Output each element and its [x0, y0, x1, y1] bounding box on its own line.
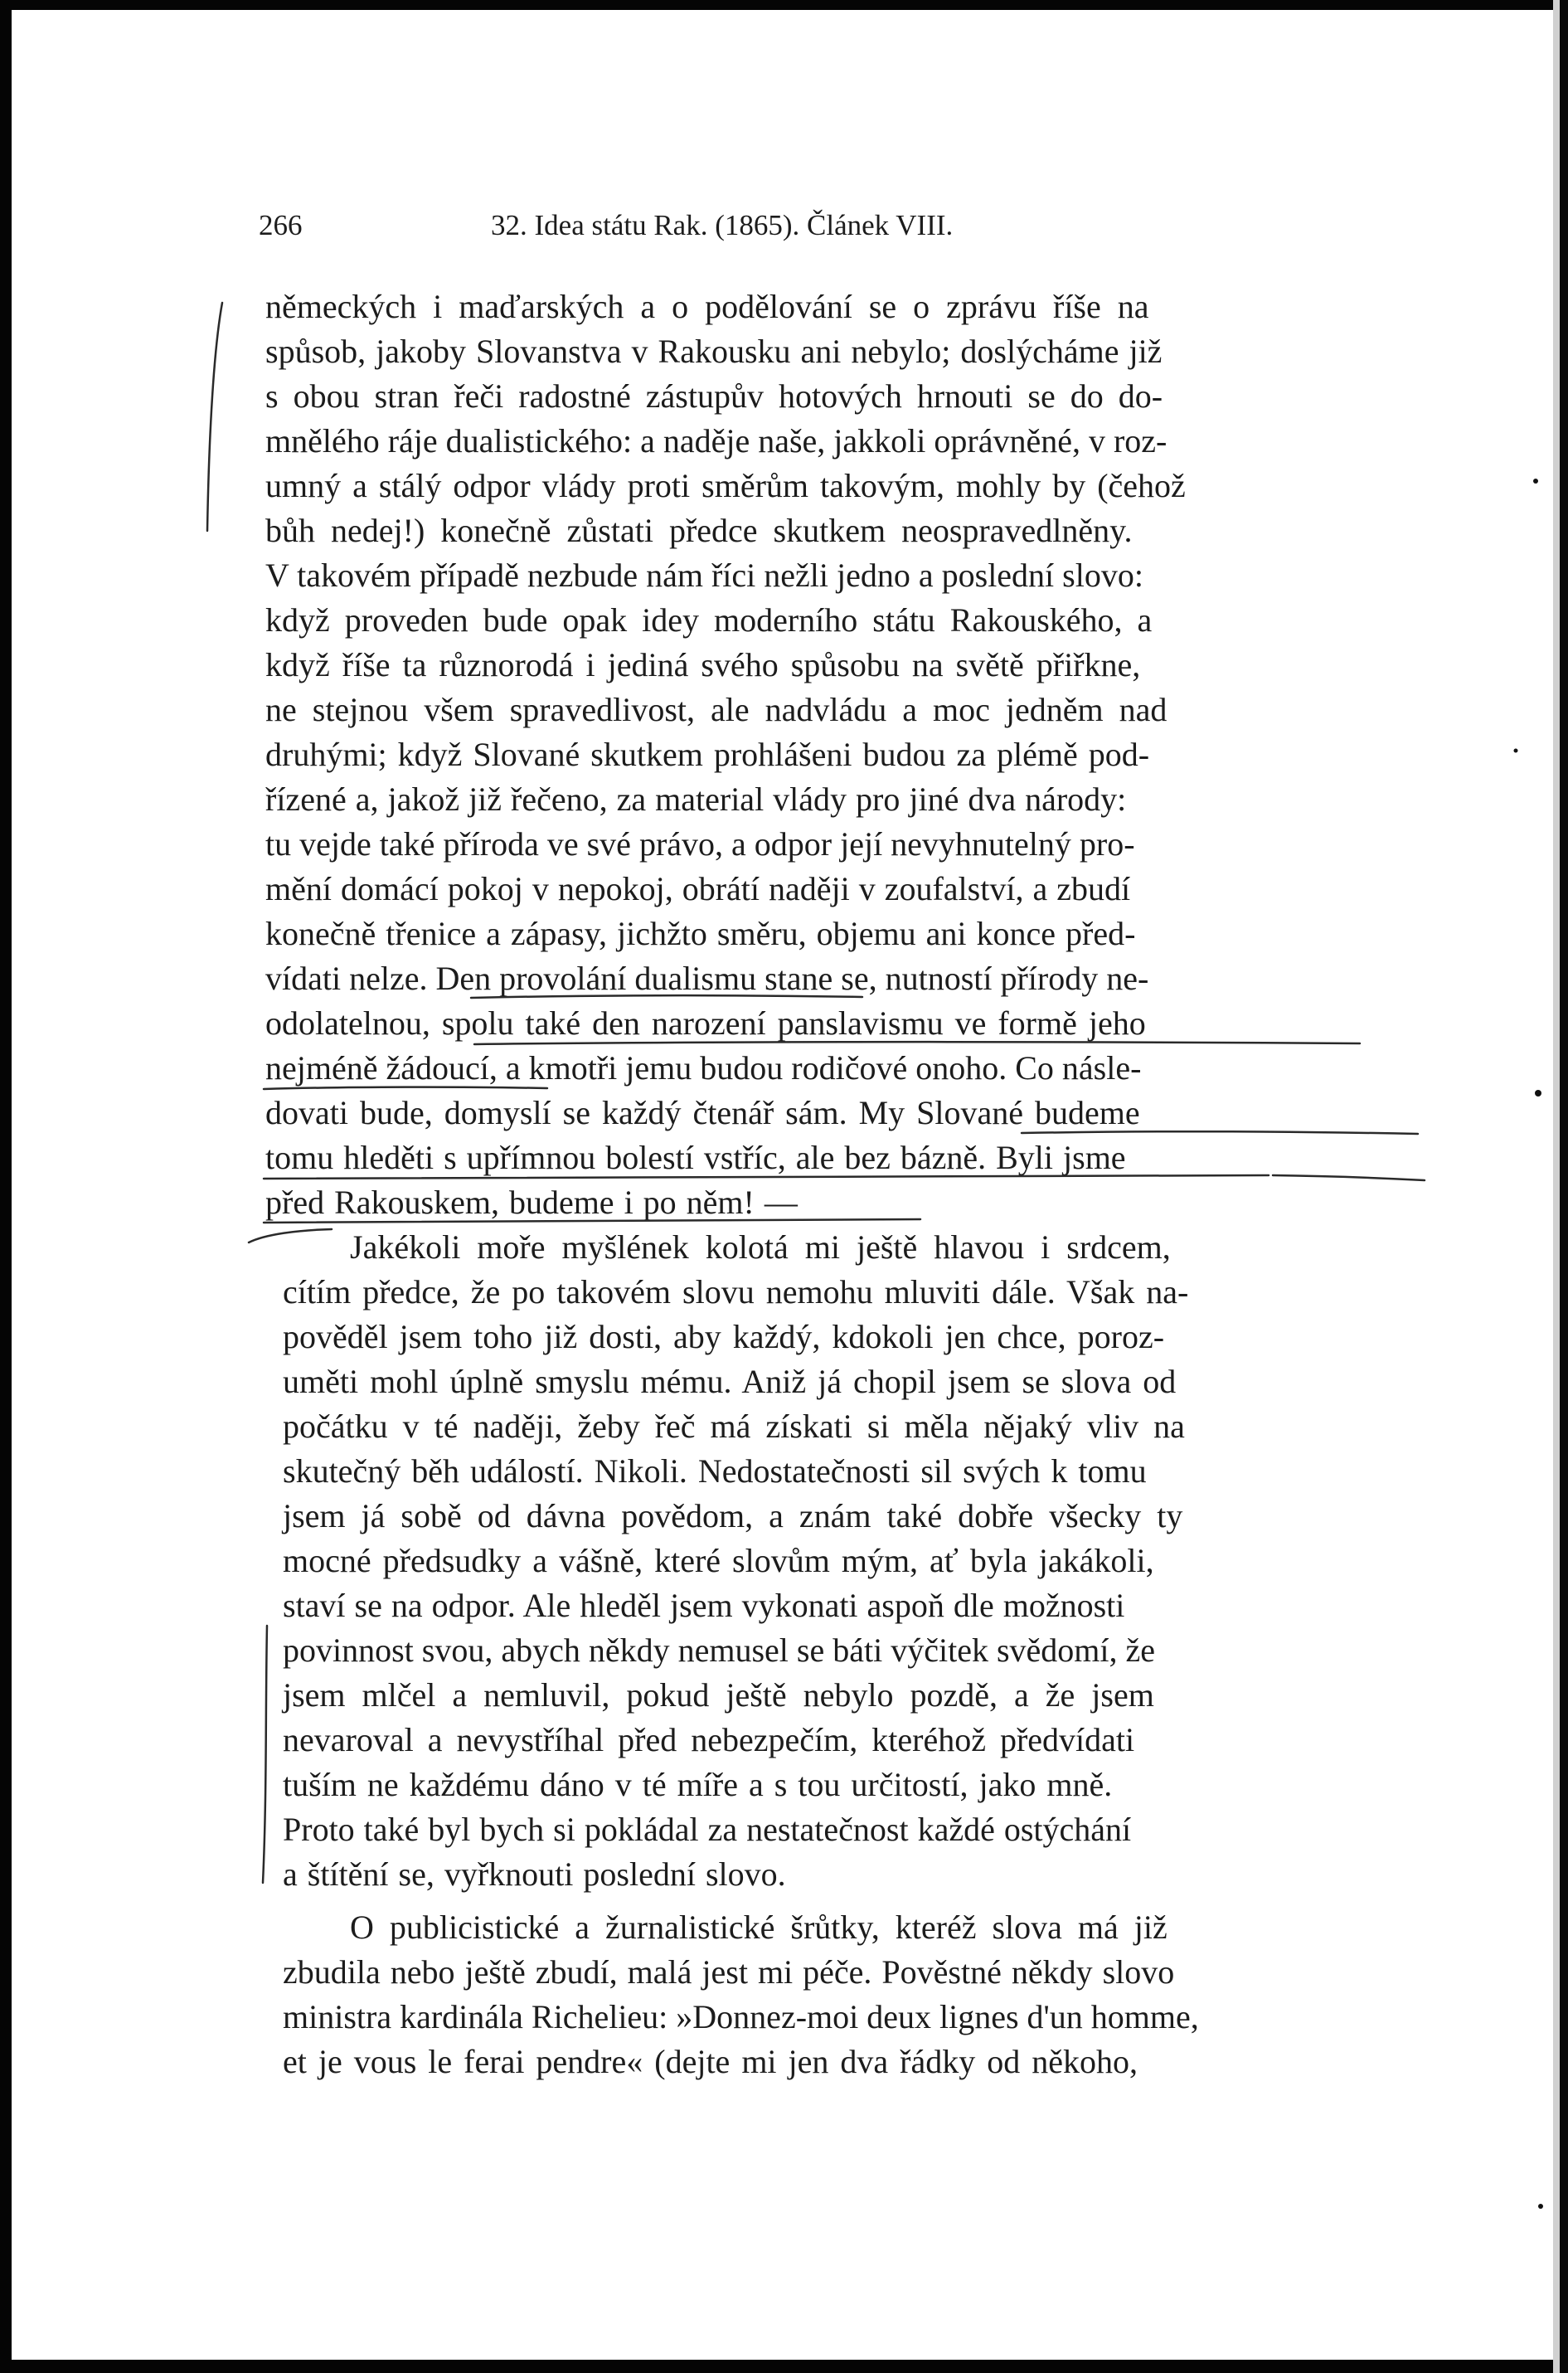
- text-line: et je vous le ferai pendre« (dejte mi jen dva řádky od někoho,: [283, 2043, 1138, 2080]
- text-line: mění domácí pokoj v nepokoj, obrátí naději v zoufalství, a zbudí: [265, 870, 1131, 907]
- text-line: tu vejde také příroda ve své právo, a odpor její nevyhnutelný pro-: [265, 825, 1135, 863]
- text-line: O publicistické a žurnalistické šrůtky, kteréž slova má již: [350, 1909, 1168, 1946]
- text-line: nevaroval a nevystříhal před nebezpečím, kteréhož předvídati: [283, 1721, 1135, 1758]
- text-line: umný a stálý odpor vlády proti směrům takovým, mohly by (čehož: [265, 467, 1186, 504]
- text-line: Jakékoli moře myšlének kolotá mi ještě hlavou i srdcem,: [350, 1228, 1171, 1266]
- text-line: cítím předce, že po takovém slovu nemohu mluviti dále. Však na-: [283, 1273, 1189, 1310]
- text-line: když říše ta různorodá i jediná svého spůsobu na světě přiřkne,: [265, 646, 1141, 683]
- text-line: pověděl jsem toho již dosti, aby každý, kdokoli jen chce, poroz-: [283, 1318, 1165, 1355]
- text-line: tomu hleděti s upřímnou bolestí vstříc, ale bez bázně. Byli jsme: [265, 1139, 1126, 1176]
- text-line: ne stejnou všem spravedlivost, ale nadvládu a moc jedněm nad: [265, 691, 1168, 728]
- text-line: řízené a, jakož již řečeno, za material vlády pro jiné dva národy:: [265, 780, 1127, 818]
- text-line: dovati bude, domyslí se každý čtenář sám. My Slované budeme: [265, 1094, 1140, 1131]
- text-line: mocné předsudky a vášně, které slovům mým, ať byla jakákoli,: [283, 1542, 1154, 1579]
- text-line: jsem já sobě od dávna povědom, a znám také dobře všecky ty: [283, 1497, 1183, 1534]
- text-line: jsem mlčel a nemluvil, pokud ještě nebylo pozdě, a že jsem: [283, 1676, 1154, 1714]
- text-line: před Rakouskem, budeme i po něm! —: [265, 1184, 798, 1221]
- text-line: V takovém případě nezbude nám říci nežli jedno a poslední slovo:: [265, 557, 1143, 594]
- text-line: s obou stran řeči radostné zástupův hotových hrnouti se do do-: [265, 377, 1163, 415]
- text-line: a štítění se, vyřknouti poslední slovo.: [283, 1855, 786, 1893]
- running-title: 32. Idea státu Rak. (1865). Článek VIII.: [491, 209, 954, 241]
- text-line: Proto také byl bych si pokládal za nestatečnost každé ostýchání: [283, 1811, 1132, 1848]
- text-line: německých i maďarských a o podělování se o zprávu říše na: [265, 288, 1149, 325]
- text-line: počátku v té naději, žeby řeč má získati si měla nějaký vliv na: [283, 1408, 1185, 1445]
- text-line: když proveden bude opak idey moderního státu Rakouského, a: [265, 601, 1153, 639]
- page-number: 266: [259, 209, 303, 241]
- text-line: staví se na odpor. Ale hleděl jsem vykonati aspoň dle možnosti: [283, 1587, 1125, 1624]
- text-line: nejméně žádoucí, a kmotři jemu budou rodičové onoho. Co násle-: [265, 1049, 1142, 1087]
- text-line: uměti mohl úplně smyslu mému. Aniž já chopil jsem se slova od: [283, 1363, 1177, 1400]
- text-line: mnělého ráje dualistického: a naděje naše, jakkoli oprávněné, v roz-: [265, 422, 1168, 460]
- text-line: bůh nedej!) konečně zůstati předce skutkem neospravedlněny.: [265, 512, 1133, 549]
- text-line: druhými; když Slované skutkem prohlášeni budou za plémě pod-: [265, 736, 1150, 773]
- text-line: tuším ne každému dáno v té míře a s tou určitostí, jako mně.: [283, 1766, 1113, 1803]
- text-line: spůsob, jakoby Slovanstva v Rakousku ani nebylo; doslýcháme již: [265, 333, 1163, 370]
- text-line: konečně třenice a zápasy, jichžto směru, objemu ani konce před-: [265, 915, 1136, 952]
- text-line: skutečný běh událostí. Nikoli. Nedostatečnosti sil svých k tomu: [283, 1452, 1147, 1490]
- text-line: ministra kardinála Richelieu: »Donnez-moi deux lignes d'un homme,: [283, 1998, 1199, 2035]
- text-line: povinnost svou, abych někdy nemusel se báti výčitek svědomí, že: [283, 1631, 1156, 1669]
- text-line: zbudila nebo ještě zbudí, malá jest mi péče. Pověstné někdy slovo: [283, 1953, 1175, 1991]
- text-line: odolatelnou, spolu také den narození panslavismu ve formě jeho: [265, 1004, 1146, 1042]
- text-line: vídati nelze. Den provolání dualismu stane se, nutností přírody ne-: [265, 960, 1149, 997]
